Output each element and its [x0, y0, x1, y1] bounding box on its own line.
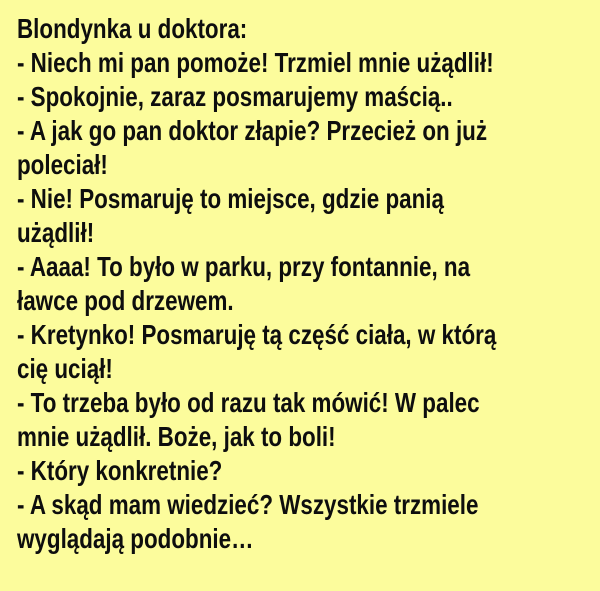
- joke-line: - Aaaa! To było w parku, przy fontannie, na: [17, 251, 471, 282]
- joke-line: - Spokojnie, zaraz posmarujemy maścią..: [17, 81, 453, 112]
- joke-line: - A skąd mam wiedzieć? Wszystkie trzmiele: [17, 489, 479, 520]
- joke-line: użądlił!: [17, 217, 95, 248]
- joke-line: - Kretynko! Posmaruję tą część ciała, w którą: [17, 319, 497, 350]
- joke-line: - To trzeba było od razu tak mówić! W palec: [17, 387, 480, 418]
- joke-line: wyglądają podobnie…: [17, 523, 254, 554]
- joke-line: - Nie! Posmaruję to miejsce, gdzie panią: [17, 183, 444, 214]
- joke-line: - A jak go pan doktor złapie? Przecież on już: [17, 115, 488, 146]
- joke-line: - Niech mi pan pomoże! Trzmiel mnie użądlił!: [17, 47, 494, 78]
- joke-line: ławce pod drzewem.: [17, 285, 234, 316]
- joke-line: mnie użądlił. Boże, jak to boli!: [17, 421, 336, 452]
- joke-line: - Który konkretnie?: [17, 455, 223, 486]
- joke-line: poleciał!: [17, 149, 108, 180]
- joke-title-line: Blondynka u doktora:: [17, 13, 248, 44]
- joke-line: cię uciął!: [17, 353, 113, 384]
